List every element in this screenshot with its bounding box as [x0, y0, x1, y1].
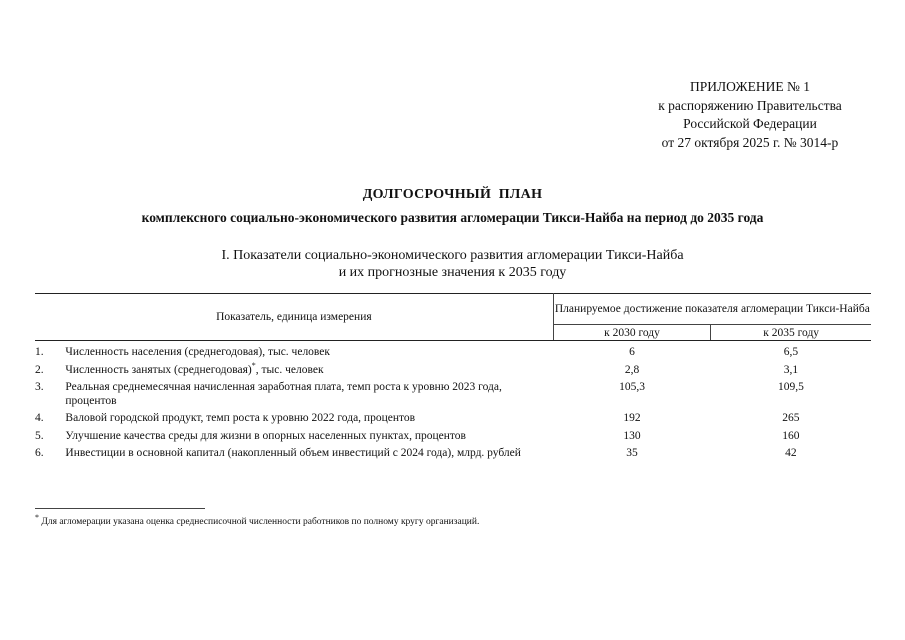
table-row [35, 364, 871, 382]
document-subtitle: комплексного социально-экономического развития агломерации Тикси-Найба на период до 2035 года [141, 210, 764, 225]
value-2035: 160 [782, 429, 800, 442]
table-row [35, 412, 871, 430]
table-row [35, 430, 871, 448]
row-number: 2. [35, 363, 44, 376]
value-2030: 2,8 [624, 363, 640, 376]
value-2030: 192 [623, 412, 641, 424]
section-title [0, 247, 905, 281]
row-label-unit: , тыс. человек [255, 363, 324, 376]
value-2030: 105,3 [619, 381, 645, 393]
appendix-number: ПРИЛОЖЕНИЕ № 1 [689, 79, 811, 94]
row-number: 5. [35, 429, 44, 442]
section-title-line-2: и их прогнозные значения к 2035 году [338, 265, 567, 280]
value-2035: 6,5 [783, 346, 799, 358]
footnote-divider [35, 508, 205, 509]
header-2030: к 2030 году [553, 325, 711, 341]
row-label-text: Численность занятых (среднегодовая) [65, 363, 252, 376]
value-2035: 265 [782, 412, 800, 424]
row-number: 3. [35, 381, 44, 393]
value-2035: 109,5 [777, 381, 804, 393]
value-2035: 3,1 [783, 363, 799, 376]
header-2035: к 2035 году [711, 325, 871, 341]
section-title-line-1: I. Показатели социально-экономического развития агломерации Тикси-Найба [221, 248, 684, 263]
document-title: ДОЛГОСРОЧНЫЙ ПЛАН [362, 187, 543, 202]
footnote [35, 512, 480, 527]
footnote-marker: * [251, 360, 256, 370]
row-label: Инвестиции в основной капитал (накопленный объем инвестиций с 2024 года), млрд. рублей [65, 447, 521, 459]
row-number: 6. [35, 447, 44, 459]
footnote-mark: * [35, 512, 39, 522]
table-row [35, 381, 871, 412]
row-label: Численность населения (среднегодовая), тыс. человек [65, 346, 330, 358]
row-label [65, 360, 553, 382]
footnote-text: Для агломерации указана оценка среднесписочной численности работников по полному кругу организаций. [39, 517, 480, 527]
value-2030: 130 [623, 429, 641, 442]
table-row [35, 346, 871, 364]
indicators-table [35, 293, 871, 465]
row-label: Реальная среднемесячная начисленная заработная плата, темп роста к уровню 2023 года, процентов [65, 381, 502, 407]
value-2035: 42 [785, 447, 797, 459]
row-label: Валовой городской продукт, темп роста к уровню 2022 года, процентов [65, 412, 416, 424]
row-label: Улучшение качества среды для жизни в опорных населенных пунктах, процентов [65, 429, 466, 442]
value-2030: 6 [629, 346, 635, 358]
row-number: 1. [35, 346, 44, 358]
appendix-line-federation: Российской Федерации [683, 116, 817, 131]
header-indicator-name: Показатель, единица измерения [35, 294, 553, 341]
header-planned-achievement: Планируемое достижение показателя агломерации Тикси-Найба [553, 294, 871, 325]
appendix-line-date: от 27 октября 2025 г. № 3014-р [661, 134, 839, 150]
appendix-line-decree: к распоряжению Правительства [658, 97, 842, 113]
row-number: 4. [35, 412, 44, 424]
value-2030: 35 [626, 447, 638, 459]
table-row [35, 447, 871, 465]
appendix-block [600, 78, 900, 152]
